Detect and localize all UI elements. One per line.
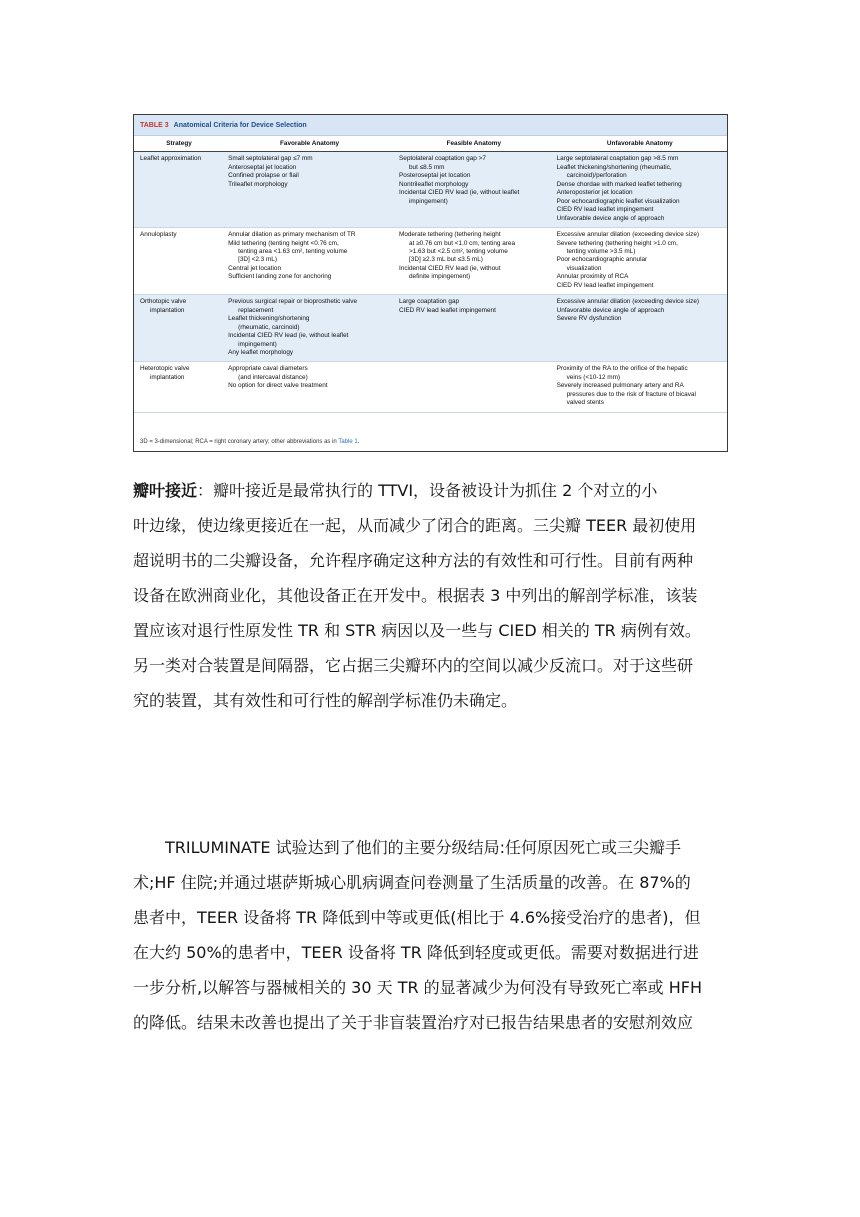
cell-line: Central jet location — [228, 264, 282, 272]
paragraph-line: 在大约 50%的患者中，TEER 设备将 TR 降低到轻度或更低。需要对数据进行进 — [133, 943, 699, 962]
header-unfavorable: Unfavorable Anatomy — [553, 136, 727, 152]
feasible-cell — [395, 152, 553, 228]
cell-line: Any leaflet morphology — [228, 348, 294, 356]
favorable-cell — [224, 295, 395, 362]
table-row — [134, 228, 727, 295]
paragraph-line: 术;HF 住院;并通过堪萨斯城心肌病调查问卷测量了生活质量的改善。在 87%的 — [133, 873, 691, 892]
feasible-cell — [395, 295, 553, 362]
paragraph-triluminate — [133, 830, 733, 1040]
table-row — [134, 362, 727, 412]
paragraph-line: 设备在欧洲商业化，其他设备正在开发中。根据表 3 中列出的解剖学标准，该装 — [133, 586, 698, 605]
cell-line: CIED RV lead leaflet impingement — [399, 306, 496, 314]
cell-line: (and intercaval distance) — [238, 373, 308, 381]
cell-line: carcinoid)/perforation — [566, 172, 627, 180]
cell-line: Severe tethering (tethering height >1.0 cm, — [556, 239, 678, 247]
footnote-text: 3D = 3-dimensional; RCA = right coronary artery; other abbreviations as in — [140, 439, 339, 445]
cell-line: Confined prolapse or flail — [228, 172, 299, 180]
paragraph-line: 患者中，TEER 设备将 TR 降低到中等或更低(相比于 4.6%接受治疗的患者)，但 — [133, 908, 701, 927]
cell-line: Septolateral coaptation gap >7 — [399, 155, 486, 163]
cell-line: CIED RV lead leaflet impingement — [556, 206, 654, 214]
paragraph-line: 置应该对退行性原发性 TR 和 STR 病因以及一些与 CIED 相关的 TR 病例有效。 — [133, 621, 701, 640]
cell-line: Incidental CIED RV lead (ie, without — [399, 264, 501, 272]
favorable-cell — [224, 152, 395, 228]
table-header-row — [134, 136, 727, 152]
cell-line: Sufficient landing zone for anchoring — [228, 273, 332, 281]
cell-line: valved stents — [566, 399, 604, 407]
table-body — [134, 152, 727, 412]
cell-line: Leaflet thickening/shortening — [228, 315, 310, 323]
cell-line: replacement — [238, 306, 274, 314]
cell-line: Severe RV dysfunction — [556, 315, 622, 323]
cell-line: Annuloplasty — [140, 231, 177, 239]
cell-line: Poor echocardiographic annular — [556, 256, 648, 264]
paragraph-line — [133, 473, 733, 508]
strategy-cell — [134, 295, 224, 362]
strategy-cell — [134, 362, 224, 412]
table-title-bar — [134, 115, 727, 136]
cell-line: Anteroposterior jet location — [556, 189, 633, 197]
table-row — [134, 295, 727, 362]
cell-line: Large coaptation gap — [399, 298, 460, 306]
table-title: Anatomical Criteria for Device Selection — [173, 121, 307, 129]
header-favorable: Favorable Anatomy — [224, 136, 395, 152]
cell-line: Anteroseptal jet location — [228, 163, 297, 171]
cell-line: impingement) — [238, 340, 277, 348]
cell-line: Mild tethering (tenting height <0.76 cm, — [228, 239, 339, 247]
favorable-cell — [224, 228, 395, 295]
footnote-end: . — [357, 439, 360, 445]
cell-line: visualization — [566, 264, 602, 272]
cell-line: Orthotopic valve — [140, 298, 187, 306]
paragraph-line: 一步分析,以解答与器械相关的 30 天 TR 的显著减少为何没有导致死亡率或 HFH — [133, 978, 703, 997]
cell-line: (rheumatic, carcinoid) — [238, 323, 300, 331]
paragraph-line: TRILUMINATE 试验达到了他们的主要分级结局:任何原因死亡或三尖瓣手 — [165, 838, 681, 857]
cell-line: Appropriate caval diameters — [228, 365, 308, 373]
cell-line: implantation — [150, 373, 185, 381]
table-row — [134, 152, 727, 228]
cell-line: Large septolateral coaptation gap >8.5 mm — [556, 155, 679, 163]
cell-line: implantation — [150, 306, 185, 314]
table-figure — [133, 114, 728, 452]
unfavorable-cell — [553, 362, 727, 412]
cell-line: Excessive annular dilation (exceeding device size) — [556, 298, 700, 306]
favorable-cell — [224, 362, 395, 412]
cell-line: >1.63 but <2.5 cm², tenting volume — [409, 247, 508, 255]
paragraph-line: 叶边缘，使边缘更接近在一起，从而减少了闭合的距离。三尖瓣 TEER 最初使用 — [133, 516, 697, 535]
cell-line: Excessive annular dilation (exceeding device size) — [556, 231, 700, 239]
cell-line: Leaflet thickening/shortening (rheumatic, — [556, 163, 672, 171]
cell-line: CIED RV lead leaflet impingement — [556, 281, 654, 289]
cell-line: [3D] ≥2.3 mL but ≤3.5 mL) — [409, 256, 483, 264]
unfavorable-cell — [553, 228, 727, 295]
cell-line: Nontrileaflet morphology — [399, 180, 469, 188]
cell-line: Annular proximity of RCA — [556, 273, 629, 281]
cell-line: Unfavorable device angle of approach — [556, 306, 665, 314]
header-strategy: Strategy — [134, 136, 224, 152]
cell-line: Proximity of the RA to the orifice of the hepatic — [556, 365, 688, 373]
cell-line: Poor echocardiographic leaflet visualization — [556, 197, 680, 205]
cell-line: impingement) — [409, 197, 448, 205]
cell-line: [3D] <2.3 mL) — [238, 256, 277, 264]
cell-line: at ≥0.76 cm but <1.0 cm, tenting area — [409, 239, 515, 247]
cell-line: Annular dilation as primary mechanism of TR — [228, 231, 356, 239]
paragraph-line: 另一类对合装置是间隔器，它占据三尖瓣环内的空间以减少反流口。对于这些研 — [133, 656, 694, 675]
cell-line: Severely increased pulmonary artery and RA — [556, 382, 684, 390]
header-feasible: Feasible Anatomy — [395, 136, 553, 152]
cell-line: Dense chordae with marked leaflet tethering — [556, 180, 682, 188]
paragraph-line: 究的装置，其有效性和可行性的解剖学标准仍未确定。 — [133, 691, 518, 710]
cell-line: Heterotopic valve — [140, 365, 190, 373]
feasible-cell — [395, 228, 553, 295]
cell-line: Unfavorable device angle of approach — [556, 214, 665, 222]
footnote-link[interactable]: Table 1 — [338, 439, 358, 445]
unfavorable-cell — [553, 295, 727, 362]
strategy-cell — [134, 152, 224, 228]
paragraph-leaflet-approximation — [133, 473, 733, 718]
feasible-cell — [395, 362, 553, 412]
cell-line: Trileaflet morphology — [228, 180, 288, 188]
paragraph-line-text: ：瓣叶接近是最常执行的 TTVI，设备被设计为抓住 2 个对立的小 — [197, 481, 658, 500]
cell-line: Small septolateral gap ≤7 mm — [228, 155, 313, 163]
paragraph-line: 的降低。结果未改善也提出了关于非盲装置治疗对已报告结果患者的安慰剂效应 — [133, 1013, 694, 1032]
paragraph-heading: 瓣叶接近 — [133, 481, 198, 500]
strategy-cell — [134, 228, 224, 295]
cell-line: pressures due to the risk of fracture of bicaval — [566, 390, 696, 398]
cell-line: veins (<10-12 mm) — [566, 373, 621, 381]
cell-line: Posteroseptal jet location — [399, 172, 471, 180]
table-footnote — [140, 439, 359, 445]
cell-line: but ≤8.5 mm — [409, 163, 445, 171]
cell-line: Moderate tethering (tethering height — [399, 231, 501, 239]
paragraph-line: 超说明书的二尖瓣设备，允许程序确定这种方法的有效性和可行性。目前有两种 — [133, 551, 694, 570]
cell-line: Incidental CIED RV lead (ie, without leaflet — [228, 332, 349, 340]
table-label: TABLE 3 — [140, 121, 169, 129]
cell-line: Leaflet approximation — [140, 155, 202, 163]
cell-line: Incidental CIED RV lead (ie, without leaflet — [399, 189, 520, 197]
cell-line: No option for direct valve treatment — [228, 382, 328, 390]
cell-line: Previous surgical repair or bioprosthetic valve — [228, 298, 358, 306]
criteria-table — [134, 136, 727, 413]
cell-line: tenting area <1.63 cm², tenting volume — [238, 247, 348, 255]
cell-line: definite impingement) — [409, 273, 471, 281]
cell-line: tenting volume >3.5 mL) — [566, 247, 636, 255]
unfavorable-cell — [553, 152, 727, 228]
